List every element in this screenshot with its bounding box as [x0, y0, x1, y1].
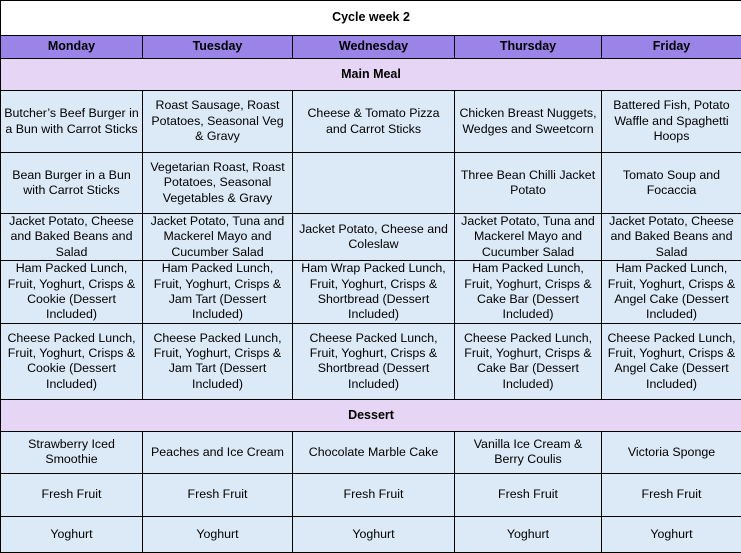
meal-cell: Ham Packed Lunch, Fruit, Yoghurt, Crisps & Angel Cake (Dessert Included) [602, 261, 741, 324]
menu-title: Cycle week 2 [1, 1, 741, 36]
dessert-row [1, 516, 741, 552]
dessert-cell: Fresh Fruit [602, 473, 741, 516]
meal-cell [293, 153, 455, 214]
meal-cell: Cheese Packed Lunch, Fruit, Yoghurt, Crisps & Jam Tart (Dessert Included) [143, 323, 293, 399]
meal-cell: Ham Packed Lunch, Fruit, Yoghurt, Crisps & Cookie (Dessert Included) [1, 261, 143, 324]
meal-cell: Jacket Potato, Cheese and Baked Beans and Salad [1, 214, 143, 261]
main-meal-row [1, 323, 741, 399]
day-header-wednesday: Wednesday [293, 36, 455, 59]
dessert-cell: Fresh Fruit [143, 473, 293, 516]
main-meal-row [1, 91, 741, 153]
dessert-cell: Yoghurt [143, 516, 293, 552]
title-row [1, 1, 741, 36]
dessert-cell: Chocolate Marble Cake [293, 431, 455, 473]
dessert-row [1, 473, 741, 516]
meal-cell: Jacket Potato, Cheese and Coleslaw [293, 214, 455, 261]
dessert-section-row [1, 399, 741, 431]
meal-cell: Cheese Packed Lunch, Fruit, Yoghurt, Crisps & Shortbread (Dessert Included) [293, 323, 455, 399]
dessert-cell: Strawberry Iced Smoothie [1, 431, 143, 473]
dessert-cell: Yoghurt [602, 516, 741, 552]
dessert-cell: Fresh Fruit [455, 473, 602, 516]
meal-cell: Chicken Breast Nuggets, Wedges and Sweetcorn [455, 91, 602, 153]
meal-cell: Ham Packed Lunch, Fruit, Yoghurt, Crisps & Jam Tart (Dessert Included) [143, 261, 293, 324]
dessert-row [1, 431, 741, 473]
meal-cell: Cheese Packed Lunch, Fruit, Yoghurt, Crisps & Cake Bar (Dessert Included) [455, 323, 602, 399]
main-meal-row [1, 153, 741, 214]
main-meal-row [1, 261, 741, 324]
dessert-cell: Fresh Fruit [1, 473, 143, 516]
dessert-cell: Fresh Fruit [293, 473, 455, 516]
day-header-friday: Friday [602, 36, 741, 59]
meal-cell: Jacket Potato, Tuna and Mackerel Mayo and Cucumber Salad [455, 214, 602, 261]
meal-cell: Roast Sausage, Roast Potatoes, Seasonal Veg & Gravy [143, 91, 293, 153]
day-header-row [1, 36, 741, 59]
dessert-cell: Yoghurt [1, 516, 143, 552]
meal-cell: Cheese & Tomato Pizza and Carrot Sticks [293, 91, 455, 153]
meal-cell: Three Bean Chilli Jacket Potato [455, 153, 602, 214]
meal-cell: Cheese Packed Lunch, Fruit, Yoghurt, Crisps & Angel Cake (Dessert Included) [602, 323, 741, 399]
dessert-cell: Victoria Sponge [602, 431, 741, 473]
meal-cell: Butcher’s Beef Burger in a Bun with Carrot Sticks [1, 91, 143, 153]
main-meal-heading: Main Meal [1, 59, 741, 91]
meal-cell: Tomato Soup and Focaccia [602, 153, 741, 214]
main-meal-section-row [1, 59, 741, 91]
day-header-thursday: Thursday [455, 36, 602, 59]
dessert-cell: Yoghurt [455, 516, 602, 552]
dessert-cell: Peaches and Ice Cream [143, 431, 293, 473]
day-header-tuesday: Tuesday [143, 36, 293, 59]
meal-cell: Jacket Potato, Tuna and Mackerel Mayo and Cucumber Salad [143, 214, 293, 261]
dessert-cell: Yoghurt [293, 516, 455, 552]
meal-cell: Bean Burger in a Bun with Carrot Sticks [1, 153, 143, 214]
main-meal-row [1, 214, 741, 261]
meal-cell: Ham Packed Lunch, Fruit, Yoghurt, Crisps & Cake Bar (Dessert Included) [455, 261, 602, 324]
day-header-monday: Monday [1, 36, 143, 59]
meal-cell: Cheese Packed Lunch, Fruit, Yoghurt, Crisps & Cookie (Dessert Included) [1, 323, 143, 399]
meal-cell: Jacket Potato, Cheese and Baked Beans and Salad [602, 214, 741, 261]
dessert-heading: Dessert [1, 399, 741, 431]
meal-cell: Battered Fish, Potato Waffle and Spaghetti Hoops [602, 91, 741, 153]
meal-cell: Vegetarian Roast, Roast Potatoes, Seasonal Vegetables & Gravy [143, 153, 293, 214]
dessert-cell: Vanilla Ice Cream & Berry Coulis [455, 431, 602, 473]
meal-cell: Ham Wrap Packed Lunch, Fruit, Yoghurt, Crisps & Shortbread (Dessert Included) [293, 261, 455, 324]
